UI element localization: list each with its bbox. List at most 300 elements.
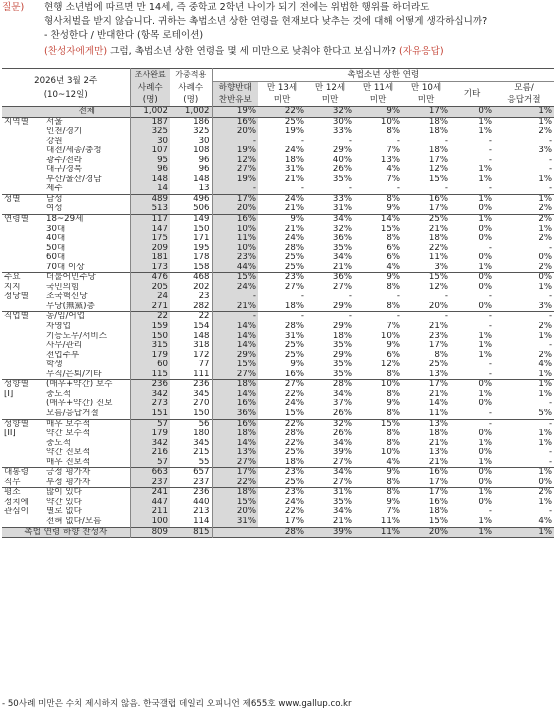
cell-a: 16% <box>212 399 258 409</box>
cell-a: 10% <box>212 225 258 235</box>
cell-e: 21% <box>428 389 448 399</box>
cell-w: 171 <box>193 234 210 244</box>
cell-h: 0% <box>538 272 553 283</box>
table-row <box>2 429 554 439</box>
group-label: 지역별 <box>4 117 29 127</box>
group-label: 대통령 <box>4 467 29 478</box>
cell-n: 14 <box>130 184 170 194</box>
cell-f: - <box>488 419 492 429</box>
segment-label: 광주/전라 <box>44 156 130 166</box>
group-label <box>2 351 44 361</box>
group-label <box>2 165 44 175</box>
cell-n: 211 <box>130 507 170 517</box>
sample-unit-header: (명) <box>130 94 170 107</box>
cell-f: 1% <box>478 331 492 341</box>
cell-c: 27% <box>332 457 352 467</box>
cell-c: - <box>348 292 352 302</box>
table-row <box>2 175 554 185</box>
cell-f: - <box>488 243 492 253</box>
cell-e: 15% <box>428 272 448 283</box>
table-row <box>2 448 554 458</box>
cell-w: 30 <box>198 136 210 146</box>
cell-b: 25% <box>284 341 304 351</box>
segment-label: 무직/은퇴/기타 <box>44 370 130 380</box>
segment-label: 매우 진보적 <box>44 458 130 468</box>
cell-n: 60 <box>130 360 170 370</box>
cell-h: 2% <box>538 487 553 498</box>
cell-a: 20% <box>212 204 258 214</box>
cell-f: - <box>488 360 492 370</box>
cell-h: 1% <box>538 467 553 478</box>
cell-n: 342 <box>130 390 170 400</box>
cell-c: 21% <box>332 516 352 526</box>
cell-h: - <box>548 341 553 351</box>
group-label <box>2 439 44 449</box>
age13-header: 만 13세 <box>266 83 298 93</box>
cell-n: 147 <box>130 225 170 235</box>
cell-c: 28% <box>332 379 352 390</box>
table-row <box>2 107 554 118</box>
cell-d: 8% <box>386 438 400 448</box>
cell-e: 17% <box>428 477 448 487</box>
cell-d: 9% <box>386 399 400 409</box>
segment-label: 별로 없다 <box>44 507 130 517</box>
cell-n: 209 <box>130 244 170 254</box>
cell-d: 9% <box>386 204 400 214</box>
crosstab-table <box>2 68 554 538</box>
cell-a: 18% <box>212 429 258 439</box>
cell-n: 663 <box>130 468 170 478</box>
cell-n: 513 <box>130 204 170 214</box>
group-label: 성별 <box>4 194 21 204</box>
table-row <box>2 498 554 508</box>
cell-f: 1% <box>478 194 492 204</box>
cell-f: - <box>488 369 492 379</box>
segment-label: 많이 있다 <box>44 488 130 498</box>
age10-sub-header: 미만 <box>417 95 435 105</box>
group-label <box>2 225 44 235</box>
weight-unit-header: (명) <box>183 95 199 105</box>
group-label <box>2 137 44 147</box>
group-label: 정치에 <box>4 497 29 507</box>
cell-c: 32% <box>332 419 352 429</box>
cell-c: 39% <box>332 448 352 458</box>
cell-h: 1% <box>538 224 553 234</box>
cell-b: 28% <box>284 429 304 439</box>
cell-d: 12% <box>380 360 400 370</box>
sample-header: 사례수 <box>130 82 170 95</box>
cell-b: 18% <box>284 155 304 165</box>
period-subtitle: (10~12일) <box>43 89 88 100</box>
cell-c: 36% <box>332 272 352 283</box>
cell-c: 35% <box>332 341 352 351</box>
cell-e: 21% <box>428 322 448 332</box>
cell-h: 4% <box>538 360 553 370</box>
cell-f: - <box>488 408 492 418</box>
table-row <box>2 370 554 380</box>
cell-n: 187 <box>130 117 170 127</box>
segment-label: 사무/관리 <box>44 341 130 351</box>
cell-d: - <box>396 136 400 146</box>
cell-d: 8% <box>386 389 400 399</box>
cell-e: 20% <box>402 527 450 538</box>
question-line-4-suffix: (자유응답) <box>395 46 444 57</box>
cell-h: 1% <box>538 389 553 399</box>
group-label: 지지 <box>4 282 21 292</box>
cell-e: 13% <box>428 369 448 379</box>
group-label: 성향별 <box>4 379 29 390</box>
table-body <box>2 107 554 538</box>
footer-note: - 50사례 미만은 수치 제시하지 않음. 한국갤럽 데일리 오피니언 제655호 www.gallup.co.kr <box>2 699 352 709</box>
cell-c: 35% <box>332 243 352 253</box>
cell-d: 8% <box>386 408 400 418</box>
table-row <box>2 292 554 302</box>
segment-label: 약간 보수적 <box>44 429 130 439</box>
segment-label: 약간 진보적 <box>44 448 130 458</box>
cell-h: 5% <box>538 408 553 418</box>
cell-d: 15% <box>380 224 400 234</box>
cell-a: - <box>212 292 258 302</box>
age11-header: 만 11세 <box>362 83 394 93</box>
segment-label: 전체 <box>44 107 130 118</box>
cell-w: 13 <box>198 184 210 194</box>
cell-h: 1% <box>538 497 553 507</box>
cell-h: 1% <box>538 117 553 127</box>
cell-h: 1% <box>494 107 554 118</box>
table-row <box>2 273 554 283</box>
cell-d: 7% <box>386 507 400 517</box>
age12-header: 만 12세 <box>314 83 346 93</box>
cell-a <box>212 527 258 538</box>
table-row <box>2 253 554 263</box>
cell-c: 34% <box>332 438 352 448</box>
group-label: 평소 <box>4 487 21 498</box>
cell-w: 345 <box>193 389 210 399</box>
cell-a: 19% <box>212 107 258 118</box>
cell-d: 7% <box>386 174 400 184</box>
segment-label: 서울 <box>44 117 130 127</box>
table-row <box>2 215 554 225</box>
group-label <box>2 263 44 273</box>
table-row <box>2 165 554 175</box>
cell-w: 186 <box>193 117 210 127</box>
cell-a: 15% <box>212 498 258 508</box>
cell-n: 100 <box>130 517 170 527</box>
cell-n: 476 <box>130 273 170 283</box>
cell-w: 496 <box>193 194 210 204</box>
cell-a: 14% <box>212 439 258 449</box>
table-row <box>2 302 554 312</box>
cell-d: - <box>396 184 400 194</box>
group-label: 연령별 <box>4 214 29 225</box>
cell-f: 1% <box>478 127 492 137</box>
table-row <box>2 225 554 235</box>
cell-b: 24% <box>284 234 304 244</box>
cell-w: 213 <box>193 507 210 517</box>
weight-header: 사례수 <box>178 82 204 93</box>
cell-w: 195 <box>193 243 210 253</box>
header-row-1 <box>2 69 554 82</box>
cell-f: - <box>488 136 492 146</box>
cell-a: 27% <box>212 370 258 380</box>
sample-top-header: 조사완료 <box>130 69 170 82</box>
cell-b: 17% <box>284 516 304 526</box>
cell-c: 18% <box>332 331 352 341</box>
cell-c: 34% <box>332 214 352 225</box>
cell-f: 1% <box>478 516 492 526</box>
cell-n: 24 <box>130 292 170 302</box>
cell-b: 23% <box>284 467 304 478</box>
segment-label: 부정 평가자 <box>44 478 130 488</box>
age12-sub-header: 미만 <box>321 95 339 105</box>
cell-n: 1,002 <box>130 107 170 118</box>
cell-a: 44% <box>212 263 258 273</box>
cell-f: 0% <box>478 224 492 234</box>
cell-e: - <box>444 136 448 146</box>
cell-a: 14% <box>212 322 258 332</box>
table-row <box>2 322 554 332</box>
cell-d: 8% <box>386 429 400 439</box>
cell-a: - <box>212 312 258 322</box>
group-label <box>2 184 44 194</box>
cell-e: - <box>444 292 448 302</box>
segment-label: 기능노무/서비스 <box>44 332 130 342</box>
cell-c: 35% <box>332 174 352 184</box>
cell-f: 1% <box>478 341 492 351</box>
cell-c: 26% <box>332 408 352 418</box>
cell-b: 25% <box>284 477 304 487</box>
cell-d: 15% <box>380 419 400 429</box>
table-row <box>2 399 554 409</box>
cell-a: 17% <box>212 194 258 204</box>
cell-a: 29% <box>212 351 258 361</box>
cell-b: 25% <box>284 448 304 458</box>
cell-e: 13% <box>428 419 448 429</box>
group-label: [I] <box>4 389 14 399</box>
cell-d: 14% <box>380 214 400 225</box>
cell-c: 29% <box>332 301 352 311</box>
cell-b: 18% <box>284 457 304 467</box>
segment-label: 70대 이상 <box>44 263 130 273</box>
cell-d: 9% <box>386 272 400 283</box>
table-row <box>2 117 554 127</box>
cell-a: 22% <box>212 478 258 488</box>
question-line-4-prefix: (찬성자에게만) <box>44 46 108 57</box>
cell-d: 4% <box>386 262 400 272</box>
cell-n: 447 <box>130 498 170 508</box>
cell-c: - <box>348 136 352 146</box>
cell-e: 8% <box>434 350 448 360</box>
cell-b: - <box>300 311 304 322</box>
cell-n: 115 <box>130 370 170 380</box>
cell-b: 28% <box>258 527 306 538</box>
group-label <box>2 234 44 244</box>
cell-h: 1% <box>538 194 553 204</box>
group-label <box>2 332 44 342</box>
cell-f: 1% <box>450 527 494 538</box>
cell-e: 18% <box>428 507 448 517</box>
cell-w: 236 <box>193 379 210 390</box>
cell-a: 17% <box>212 468 258 478</box>
cell-h: - <box>548 292 553 302</box>
cell-c: 39% <box>306 527 354 538</box>
segment-label: 중도적 <box>44 390 130 400</box>
cell-a: 14% <box>212 390 258 400</box>
cell-f: 0% <box>478 429 492 439</box>
segment-label: 농/임/어업 <box>44 312 130 322</box>
cell-n: 342 <box>130 439 170 449</box>
cell-h: - <box>548 184 553 194</box>
cell-w: 345 <box>193 438 210 448</box>
cell-w: 148 <box>193 331 210 341</box>
cell-e: 18% <box>428 127 448 137</box>
cell-n: 179 <box>130 429 170 439</box>
cell-d: 10% <box>380 331 400 341</box>
question-line-2: 형사처벌을 받지 않습니다. 귀하는 촉법소년 상한 연령을 현재보다 낮추는 것에 대해 어떻게 생각하십니까? <box>44 16 488 27</box>
cell-e: 16% <box>428 467 448 478</box>
cell-c: 31% <box>332 487 352 498</box>
cell-n: 489 <box>130 194 170 204</box>
table-row <box>2 439 554 449</box>
cell-w: 440 <box>193 497 210 507</box>
dk-header: 모름/ <box>514 83 534 93</box>
cell-w: 23 <box>198 292 210 302</box>
cell-b: 21% <box>284 204 304 214</box>
question-line-3: - 찬성한다 / 반대한다 (항목 로테이션) <box>44 30 204 41</box>
other-header: 기타 <box>463 89 481 99</box>
group-label <box>2 175 44 185</box>
cell-n: 107 <box>130 146 170 156</box>
cell-b: 22% <box>258 107 306 118</box>
cell-w: 114 <box>193 516 210 526</box>
cell-c: 33% <box>332 194 352 204</box>
table-row <box>2 137 554 147</box>
cell-c: 37% <box>332 399 352 409</box>
cell-d: 13% <box>380 155 400 165</box>
table-row <box>2 390 554 400</box>
cell-h: 2% <box>538 214 553 225</box>
group-label <box>2 244 44 254</box>
cell-c: - <box>348 311 352 322</box>
cell-a: 14% <box>212 332 258 342</box>
table-row <box>2 341 554 351</box>
cell-h: 3% <box>538 301 553 311</box>
cell-c: 34% <box>332 389 352 399</box>
cell-n: 237 <box>130 478 170 488</box>
cell-b: 27% <box>284 379 304 390</box>
cell-d: 9% <box>386 341 400 351</box>
cell-c: 34% <box>332 507 352 517</box>
segment-label: 30대 <box>44 225 130 235</box>
cell-c: 21% <box>332 262 352 272</box>
cell-a: 15% <box>212 273 258 283</box>
cell-b: 22% <box>284 419 304 429</box>
cell-w: 468 <box>193 272 210 283</box>
cell-b: 25% <box>284 253 304 263</box>
cell-w: 150 <box>193 224 210 234</box>
cell-e: 15% <box>428 516 448 526</box>
cell-w: 149 <box>193 214 210 225</box>
cell-w: 202 <box>193 282 210 292</box>
segment-label: (매우+약간) 보수 <box>44 380 130 390</box>
cell-d: - <box>396 311 400 322</box>
cell-w: 1,002 <box>170 107 212 118</box>
group-label <box>2 156 44 166</box>
cell-c: - <box>348 184 352 194</box>
group-label <box>2 370 44 380</box>
table-row <box>2 351 554 361</box>
group-label <box>2 146 44 156</box>
cell-b: 22% <box>284 438 304 448</box>
cell-h: 0% <box>538 253 553 263</box>
cell-h: - <box>548 448 553 458</box>
segment-label: 학생 <box>44 360 130 370</box>
cell-h: - <box>548 311 553 322</box>
cell-f: 1% <box>478 350 492 360</box>
cell-b: 28% <box>284 322 304 332</box>
cell-e: 21% <box>428 438 448 448</box>
cell-b: 31% <box>284 165 304 175</box>
group-label: [II] <box>4 429 16 439</box>
cell-f: 1% <box>478 262 492 272</box>
cell-d: 9% <box>386 497 400 507</box>
cell-d: 8% <box>386 234 400 244</box>
cell-b: 23% <box>284 272 304 283</box>
cell-w: 55 <box>198 457 210 467</box>
segment-label: 더불어민주당 <box>44 273 130 283</box>
cell-n: 809 <box>130 527 170 538</box>
cell-a: 16% <box>212 117 258 127</box>
cell-n: 173 <box>130 263 170 273</box>
cell-n: 241 <box>130 488 170 498</box>
cell-e: 12% <box>428 282 448 292</box>
cell-e: 18% <box>428 117 448 127</box>
cell-e: 18% <box>428 429 448 439</box>
cell-c: 34% <box>332 467 352 478</box>
cell-f: 1% <box>478 214 492 225</box>
cell-f: - <box>488 322 492 332</box>
cell-w: 22 <box>198 311 210 322</box>
cell-h: - <box>548 507 553 517</box>
question-line-4 <box>44 45 444 59</box>
group-label: 성향별 <box>4 419 29 429</box>
cell-h: - <box>548 165 553 175</box>
cell-d: 8% <box>386 194 400 204</box>
table-row <box>2 468 554 478</box>
cell-a: 36% <box>212 409 258 419</box>
table-row <box>2 194 554 204</box>
cell-d: 8% <box>386 301 400 311</box>
weight-top-header: 가중적용 <box>175 70 207 80</box>
cell-d: 8% <box>386 487 400 498</box>
cell-w: 148 <box>193 174 210 184</box>
cell-w: 270 <box>193 399 210 409</box>
cell-n: 22 <box>130 312 170 322</box>
cell-c: 34% <box>332 253 352 263</box>
segment-label: 약간 있다 <box>44 498 130 508</box>
cell-e: 23% <box>428 331 448 341</box>
period-header <box>2 69 130 107</box>
table-row <box>2 517 554 527</box>
table-row <box>2 312 554 322</box>
age13-sub-header: 미만 <box>273 95 291 105</box>
cell-b: - <box>300 136 304 146</box>
cell-d: 4% <box>386 457 400 467</box>
cell-e: 17% <box>428 204 448 214</box>
cell-n: 181 <box>130 253 170 263</box>
cell-h: 2% <box>538 234 553 244</box>
cell-a: 16% <box>212 419 258 429</box>
